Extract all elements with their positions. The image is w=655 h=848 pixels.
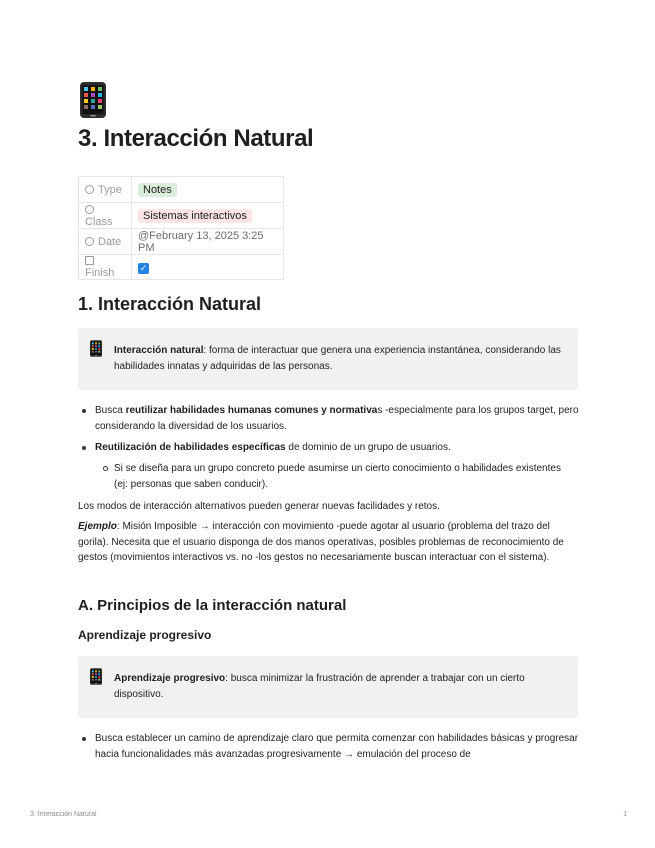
callout-text: Interacción natural: forma de interactuar que genera una experiencia instantánea, considerando las habilidades innatas y adquiridas de las personas. xyxy=(114,345,561,372)
property-key: Finish xyxy=(79,255,132,280)
mobile-phone-icon xyxy=(80,82,106,118)
sub-list-item: Si se diseña para un grupo concreto puede asumirse un cierto conocimiento o habilidades existentes (ej: personas que saben conducir). xyxy=(114,461,562,492)
callout-aprendizaje-progresivo xyxy=(78,656,578,718)
section-heading: A. Principios de la interacción natural xyxy=(78,597,347,614)
checkbox-icon xyxy=(85,256,94,265)
circle-chevron-icon xyxy=(85,185,94,194)
property-key: Type xyxy=(79,177,132,203)
circle-chevron-icon xyxy=(85,205,94,214)
paragraph: Los modos de interacción alternativos pueden generar nuevas facilidades y retos. xyxy=(78,501,440,512)
list-item: Busca establecer un camino de aprendizaje claro que permita comenzar con habilidades básicas y progresar hacia funcionalidades más avanzadas progresivamente → emulación del proceso de xyxy=(95,731,579,762)
finish-checkbox[interactable]: ✓ xyxy=(139,262,148,273)
class-tag[interactable]: Sistemas interactivos xyxy=(138,209,252,223)
list-item: Busca reutilizar habilidades humanas comunes y normativas -especialmente para los grupos target, pero considerando la diversidad de los usuarios. xyxy=(95,403,579,434)
date-value[interactable]: @February 13, 2025 3:25 PM xyxy=(132,229,284,255)
clock-icon xyxy=(85,237,94,246)
mobile-phone-icon xyxy=(90,340,102,357)
properties-table xyxy=(78,176,284,280)
section-heading: 1. Interacción Natural xyxy=(78,294,262,314)
mobile-phone-icon xyxy=(90,668,102,685)
property-key: Date xyxy=(79,229,132,255)
example-paragraph: Ejemplo: Misión Imposible → interacción con movimiento -puede agotar al usuario (problema del trazo del gorila). Necesita que el usuario disponga de dos manos operativas, posibles problemas de reconocimiento de gestos (movimientos interactivos vs. no -los gestos no necesariamente buscan interactuar con el sistema). xyxy=(78,521,564,563)
property-key: Class xyxy=(79,203,132,229)
type-tag[interactable]: Notes xyxy=(138,183,177,197)
property-row-date xyxy=(79,229,284,255)
property-row-finish xyxy=(79,255,284,280)
footer-title: 3. Interacción Natural xyxy=(30,811,97,818)
page-title: 3. Interacción Natural xyxy=(78,125,314,152)
list-item: Reutilización de habilidades específicas de dominio de un grupo de usuarios. xyxy=(95,440,579,456)
subsection-heading: Aprendizaje progresivo xyxy=(78,628,212,642)
callout-text: Aprendizaje progresivo: busca minimizar la frustración de aprender a trabajar con un cierto dispositivo. xyxy=(114,673,525,700)
property-row-type xyxy=(79,177,284,203)
page-number: 1 xyxy=(623,811,627,818)
property-row-class xyxy=(79,203,284,229)
callout-interaccion-natural xyxy=(78,328,578,390)
